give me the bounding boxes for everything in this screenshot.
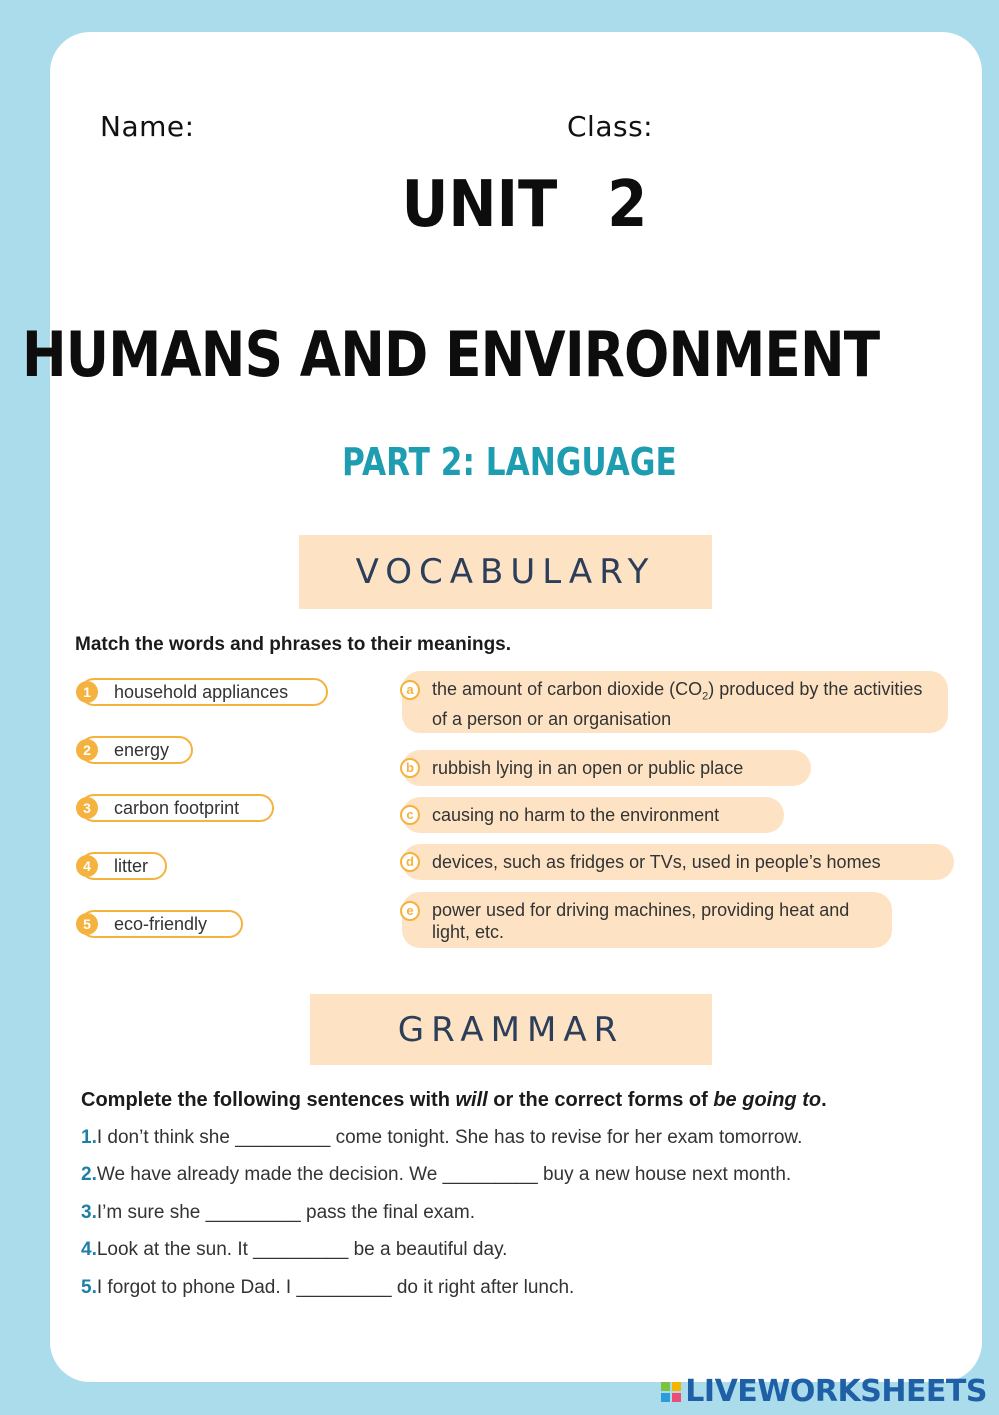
- unit-title: UNIT 2: [401, 168, 648, 242]
- word-item: [80, 794, 274, 822]
- brand-text: LIVEWORKSHEETS: [685, 1374, 987, 1409]
- grammar-sentence: [81, 1202, 475, 1224]
- word-number: 3: [76, 797, 98, 819]
- grammar-sentence: [81, 1164, 791, 1186]
- word-item: [80, 736, 193, 764]
- meaning-letter: e: [400, 901, 420, 921]
- word-number: 5: [76, 913, 98, 935]
- word-number: 1: [76, 681, 98, 703]
- meaning-letter: c: [400, 805, 420, 825]
- sentence-number: 1.: [81, 1127, 97, 1148]
- sentence-number: 5.: [81, 1277, 97, 1298]
- meaning-text: the amount of carbon dioxide $(CO_2)$ produced by the activities of a person or an organisation: [432, 679, 923, 729]
- word-item: [80, 852, 167, 880]
- sentence-text: Look at the sun. It _________ be a beautiful day.: [96, 1239, 508, 1260]
- meaning-item: [402, 750, 811, 786]
- word-text: carbon footprint: [114, 797, 240, 818]
- main-title: HUMANS AND ENVIRONMENT: [21, 318, 880, 391]
- grammar-sentence: [81, 1239, 507, 1261]
- meaning-item: [402, 797, 784, 833]
- word-number: 4: [76, 855, 98, 877]
- vocabulary-instruction: Match the words and phrases to their meanings.: [75, 634, 512, 655]
- grammar-banner: GRAMMAR: [310, 994, 712, 1065]
- meaning-item: [402, 671, 948, 733]
- meaning-letter: d: [400, 852, 420, 872]
- grammar-sentence: [81, 1277, 574, 1299]
- grammar-instruction: Complete the following sentences with will or the correct forms of be going to.: [81, 1089, 827, 1111]
- logo-grid-icon: [661, 1382, 681, 1402]
- sentence-number: 2.: [81, 1164, 97, 1185]
- meaning-item: [402, 892, 892, 948]
- meaning-text: causing no harm to the environment: [432, 805, 720, 825]
- meaning-item: [402, 844, 954, 880]
- liveworksheets-logo[interactable]: [661, 1374, 987, 1409]
- word-item: [80, 678, 328, 706]
- grammar-sentence: [81, 1127, 802, 1149]
- sentence-text: We have already made the decision. We _________ buy a new house next month.: [96, 1164, 792, 1185]
- word-text: energy: [114, 739, 170, 760]
- word-item: [80, 910, 243, 938]
- meaning-text: devices, such as fridges or TVs, used in people’s homes: [432, 852, 881, 872]
- sentence-text: I forgot to phone Dad. I _________ do it right after lunch.: [96, 1277, 575, 1298]
- meaning-text: power used for driving machines, providing heat and light, etc.: [432, 900, 850, 942]
- vocabulary-banner: VOCABULARY: [299, 535, 712, 609]
- part-title: PART 2: LANGUAGE: [342, 440, 677, 484]
- word-number: 2: [76, 739, 98, 761]
- name-label: Name:: [100, 110, 195, 143]
- sentence-text: I don’t think she _________ come tonight. She has to revise for her exam tomorrow.: [96, 1127, 803, 1148]
- meaning-letter: a: [400, 680, 420, 700]
- meaning-letter: b: [400, 758, 420, 778]
- sentence-number: 3.: [81, 1202, 97, 1223]
- meaning-text: rubbish lying in an open or public place: [432, 758, 744, 778]
- sentence-number: 4.: [81, 1239, 97, 1260]
- word-text: litter: [114, 855, 149, 876]
- word-text: eco-friendly: [114, 913, 208, 934]
- class-label: Class:: [567, 110, 654, 143]
- sentence-text: I’m sure she _________ pass the final exam.: [96, 1202, 475, 1223]
- word-text: household appliances: [114, 681, 289, 702]
